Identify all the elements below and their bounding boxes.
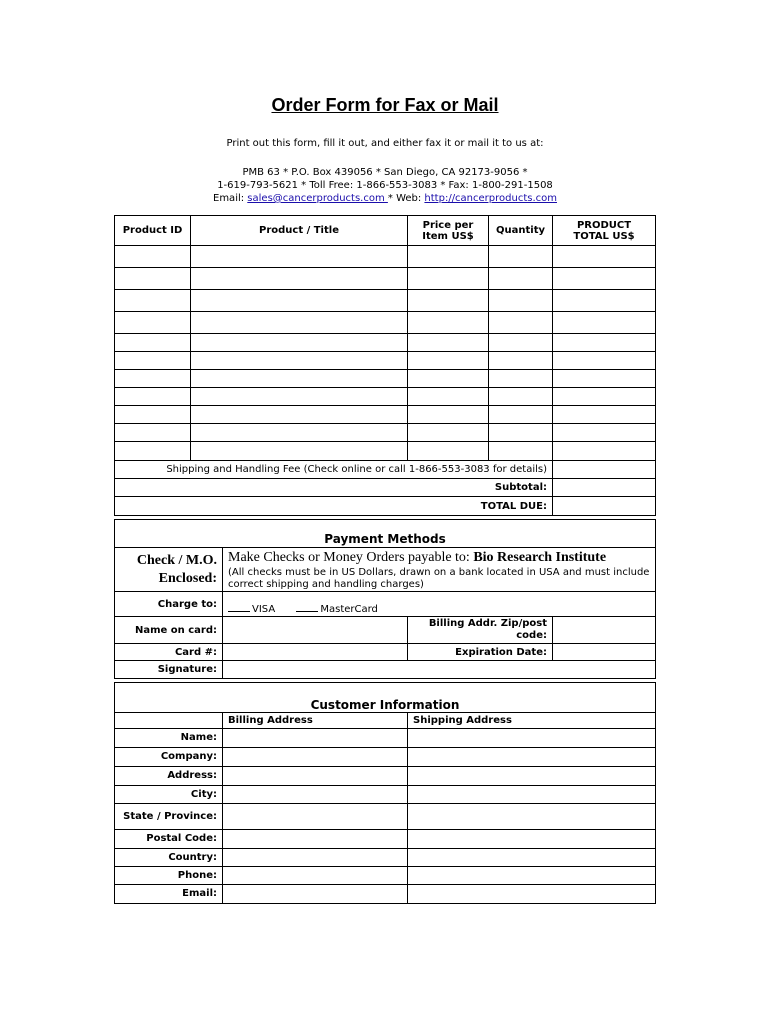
product-row: [115, 388, 656, 406]
billing-field[interactable]: [223, 729, 408, 748]
charge-row: [115, 592, 656, 617]
quantity-cell[interactable]: [489, 370, 553, 388]
product-id-cell[interactable]: [115, 290, 191, 312]
email-label: Email:: [213, 193, 248, 204]
shipping-field[interactable]: [408, 849, 656, 867]
quantity-cell[interactable]: [489, 442, 553, 461]
product-title-cell[interactable]: [191, 268, 408, 290]
subtotal-row: [115, 479, 656, 497]
product-title-cell[interactable]: [191, 352, 408, 370]
customer-field-row: [115, 786, 656, 804]
customer-field-label: Address:: [115, 767, 223, 786]
products-table: [114, 215, 656, 516]
product-row: [115, 370, 656, 388]
total-cell[interactable]: [553, 370, 656, 388]
payable-text: Make Checks or Money Orders payable to:: [228, 550, 474, 565]
subtotal-value[interactable]: [553, 479, 656, 497]
payment-heading-row: [115, 520, 656, 548]
shipping-label: Shipping and Handling Fee (Check online or call 1-866-553-3083 for details): [115, 461, 553, 479]
product-row: [115, 424, 656, 442]
check-label-line2: Enclosed:: [158, 570, 217, 586]
address-header-blank: [115, 713, 223, 729]
billing-field[interactable]: [223, 885, 408, 904]
product-row: [115, 268, 656, 290]
billing-field[interactable]: [223, 867, 408, 885]
quantity-cell[interactable]: [489, 352, 553, 370]
quantity-cell[interactable]: [489, 388, 553, 406]
shipping-value[interactable]: [553, 461, 656, 479]
email-link[interactable]: sales@cancerproducts.com: [247, 193, 388, 204]
check-label-line1: Check / M.O.: [136, 552, 217, 568]
product-id-cell[interactable]: [115, 268, 191, 290]
web-label: * Web:: [387, 193, 425, 204]
check-label: [115, 548, 223, 592]
phone-numbers: 1-619-793-5621 * Toll Free: 1-866-553-3083 * Fax: 1-800-291-1508: [217, 180, 553, 191]
charge-to-label: Charge to:: [115, 592, 223, 617]
quantity-cell[interactable]: [489, 290, 553, 312]
product-title-cell[interactable]: [191, 370, 408, 388]
price-cell[interactable]: [408, 268, 489, 290]
product-row: [115, 334, 656, 352]
product-row: [115, 246, 656, 268]
product-title-cell[interactable]: [191, 406, 408, 424]
customer-field-row: [115, 849, 656, 867]
visa-label: VISA: [252, 604, 276, 615]
billing-field[interactable]: [223, 804, 408, 830]
total-due-label: TOTAL DUE:: [115, 497, 553, 516]
col-quantity: Quantity: [489, 216, 553, 246]
name-on-card-row: [115, 617, 656, 644]
product-id-cell[interactable]: [115, 424, 191, 442]
billing-field[interactable]: [223, 830, 408, 849]
product-title-cell[interactable]: [191, 290, 408, 312]
customer-field-label: State / Province:: [115, 804, 223, 830]
mastercard-checkbox[interactable]: [296, 603, 318, 612]
total-cell[interactable]: [553, 424, 656, 442]
total-due-row: [115, 497, 656, 516]
check-row: [115, 548, 656, 592]
shipping-address-header: Shipping Address: [408, 713, 656, 729]
mailing-address: PMB 63 * P.O. Box 439056 * San Diego, CA 92173-9056 *: [242, 167, 528, 178]
name-on-card-field[interactable]: [223, 617, 408, 644]
contact-line: [0, 193, 770, 204]
total-cell[interactable]: [553, 312, 656, 334]
address-header-row: [115, 713, 656, 729]
product-row: [115, 442, 656, 461]
product-id-cell[interactable]: [115, 352, 191, 370]
shipping-field[interactable]: [408, 804, 656, 830]
total-cell[interactable]: [553, 334, 656, 352]
col-price: Price per Item US$: [408, 216, 489, 246]
subtotal-label: Subtotal:: [115, 479, 553, 497]
price-cell[interactable]: [408, 442, 489, 461]
product-id-cell[interactable]: [115, 370, 191, 388]
customer-field-row: [115, 748, 656, 767]
customer-field-row: [115, 804, 656, 830]
product-title-cell[interactable]: [191, 312, 408, 334]
price-cell[interactable]: [408, 290, 489, 312]
product-row: [115, 406, 656, 424]
total-cell[interactable]: [553, 406, 656, 424]
customer-field-label: Postal Code:: [115, 830, 223, 849]
customer-field-label: Company:: [115, 748, 223, 767]
product-row: [115, 352, 656, 370]
product-title-cell[interactable]: [191, 442, 408, 461]
signature-label: Signature:: [115, 661, 223, 679]
quantity-cell[interactable]: [489, 312, 553, 334]
form-title: Order Form for Fax or Mail: [271, 95, 499, 115]
shipping-field[interactable]: [408, 767, 656, 786]
customer-field-label: Country:: [115, 849, 223, 867]
billing-address-header: Billing Address: [223, 713, 408, 729]
total-cell[interactable]: [553, 246, 656, 268]
billing-field[interactable]: [223, 767, 408, 786]
total-cell[interactable]: [553, 268, 656, 290]
customer-field-label: Phone:: [115, 867, 223, 885]
shipping-field[interactable]: [408, 729, 656, 748]
price-cell[interactable]: [408, 406, 489, 424]
billing-zip-label: Billing Addr. Zip/post code:: [408, 617, 553, 644]
payable-to: Bio Research Institute: [473, 550, 607, 565]
product-title-cell[interactable]: [191, 388, 408, 406]
shipping-field[interactable]: [408, 786, 656, 804]
customer-field-label: Email:: [115, 885, 223, 904]
total-cell[interactable]: [553, 290, 656, 312]
billing-field[interactable]: [223, 786, 408, 804]
visa-checkbox[interactable]: [228, 603, 250, 612]
product-id-cell[interactable]: [115, 406, 191, 424]
shipping-row: [115, 461, 656, 479]
customer-field-row: [115, 867, 656, 885]
price-cell[interactable]: [408, 388, 489, 406]
check-instructions: [223, 548, 656, 592]
price-cell[interactable]: [408, 370, 489, 388]
shipping-field[interactable]: [408, 748, 656, 767]
price-cell[interactable]: [408, 312, 489, 334]
customer-field-label: Name:: [115, 729, 223, 748]
price-cell[interactable]: [408, 352, 489, 370]
customer-table: [114, 682, 656, 904]
quantity-cell[interactable]: [489, 268, 553, 290]
product-row: [115, 312, 656, 334]
name-on-card-label: Name on card:: [115, 617, 223, 644]
intro-text: Print out this form, fill it out, and either fax it or mail it to us at:: [226, 138, 544, 149]
product-row: [115, 290, 656, 312]
quantity-cell[interactable]: [489, 406, 553, 424]
billing-field[interactable]: [223, 849, 408, 867]
billing-zip-field[interactable]: [553, 617, 656, 644]
shipping-field[interactable]: [408, 867, 656, 885]
col-product-id: Product ID: [115, 216, 191, 246]
total-due-value[interactable]: [553, 497, 656, 516]
billing-field[interactable]: [223, 748, 408, 767]
product-id-cell[interactable]: [115, 334, 191, 352]
card-number-field[interactable]: [223, 644, 408, 661]
product-title-cell[interactable]: [191, 424, 408, 442]
total-cell[interactable]: [553, 388, 656, 406]
expiration-field[interactable]: [553, 644, 656, 661]
total-cell[interactable]: [553, 352, 656, 370]
total-cell[interactable]: [553, 442, 656, 461]
price-cell[interactable]: [408, 334, 489, 352]
col-product-total: PRODUCT TOTAL US$: [553, 216, 656, 246]
product-id-cell[interactable]: [115, 312, 191, 334]
signature-field[interactable]: [223, 661, 656, 679]
customer-field-row: [115, 767, 656, 786]
product-id-cell[interactable]: [115, 442, 191, 461]
signature-row: [115, 661, 656, 679]
quantity-cell[interactable]: [489, 334, 553, 352]
product-title-cell[interactable]: [191, 334, 408, 352]
product-id-cell[interactable]: [115, 246, 191, 268]
quantity-cell[interactable]: [489, 246, 553, 268]
expiration-label: Expiration Date:: [408, 644, 553, 661]
products-header-row: [115, 216, 656, 246]
card-number-label: Card #:: [115, 644, 223, 661]
customer-heading: Customer Information: [115, 683, 656, 713]
payment-table: [114, 519, 656, 679]
product-id-cell[interactable]: [115, 388, 191, 406]
customer-heading-row: [115, 683, 656, 713]
product-title-cell[interactable]: [191, 246, 408, 268]
shipping-field[interactable]: [408, 885, 656, 904]
customer-field-row: [115, 885, 656, 904]
card-type-options: [223, 592, 656, 617]
card-number-row: [115, 644, 656, 661]
mastercard-label: MasterCard: [320, 604, 378, 615]
shipping-field[interactable]: [408, 830, 656, 849]
price-cell[interactable]: [408, 424, 489, 442]
customer-field-row: [115, 729, 656, 748]
check-note: (All checks must be in US Dollars, drawn on a bank located in USA and must include correct shipping and handling charges): [228, 567, 650, 590]
quantity-cell[interactable]: [489, 424, 553, 442]
customer-field-label: City:: [115, 786, 223, 804]
price-cell[interactable]: [408, 246, 489, 268]
payment-heading: Payment Methods: [115, 520, 656, 548]
web-link[interactable]: http://cancerproducts.com: [424, 193, 557, 204]
col-product-title: Product / Title: [191, 216, 408, 246]
customer-field-row: [115, 830, 656, 849]
